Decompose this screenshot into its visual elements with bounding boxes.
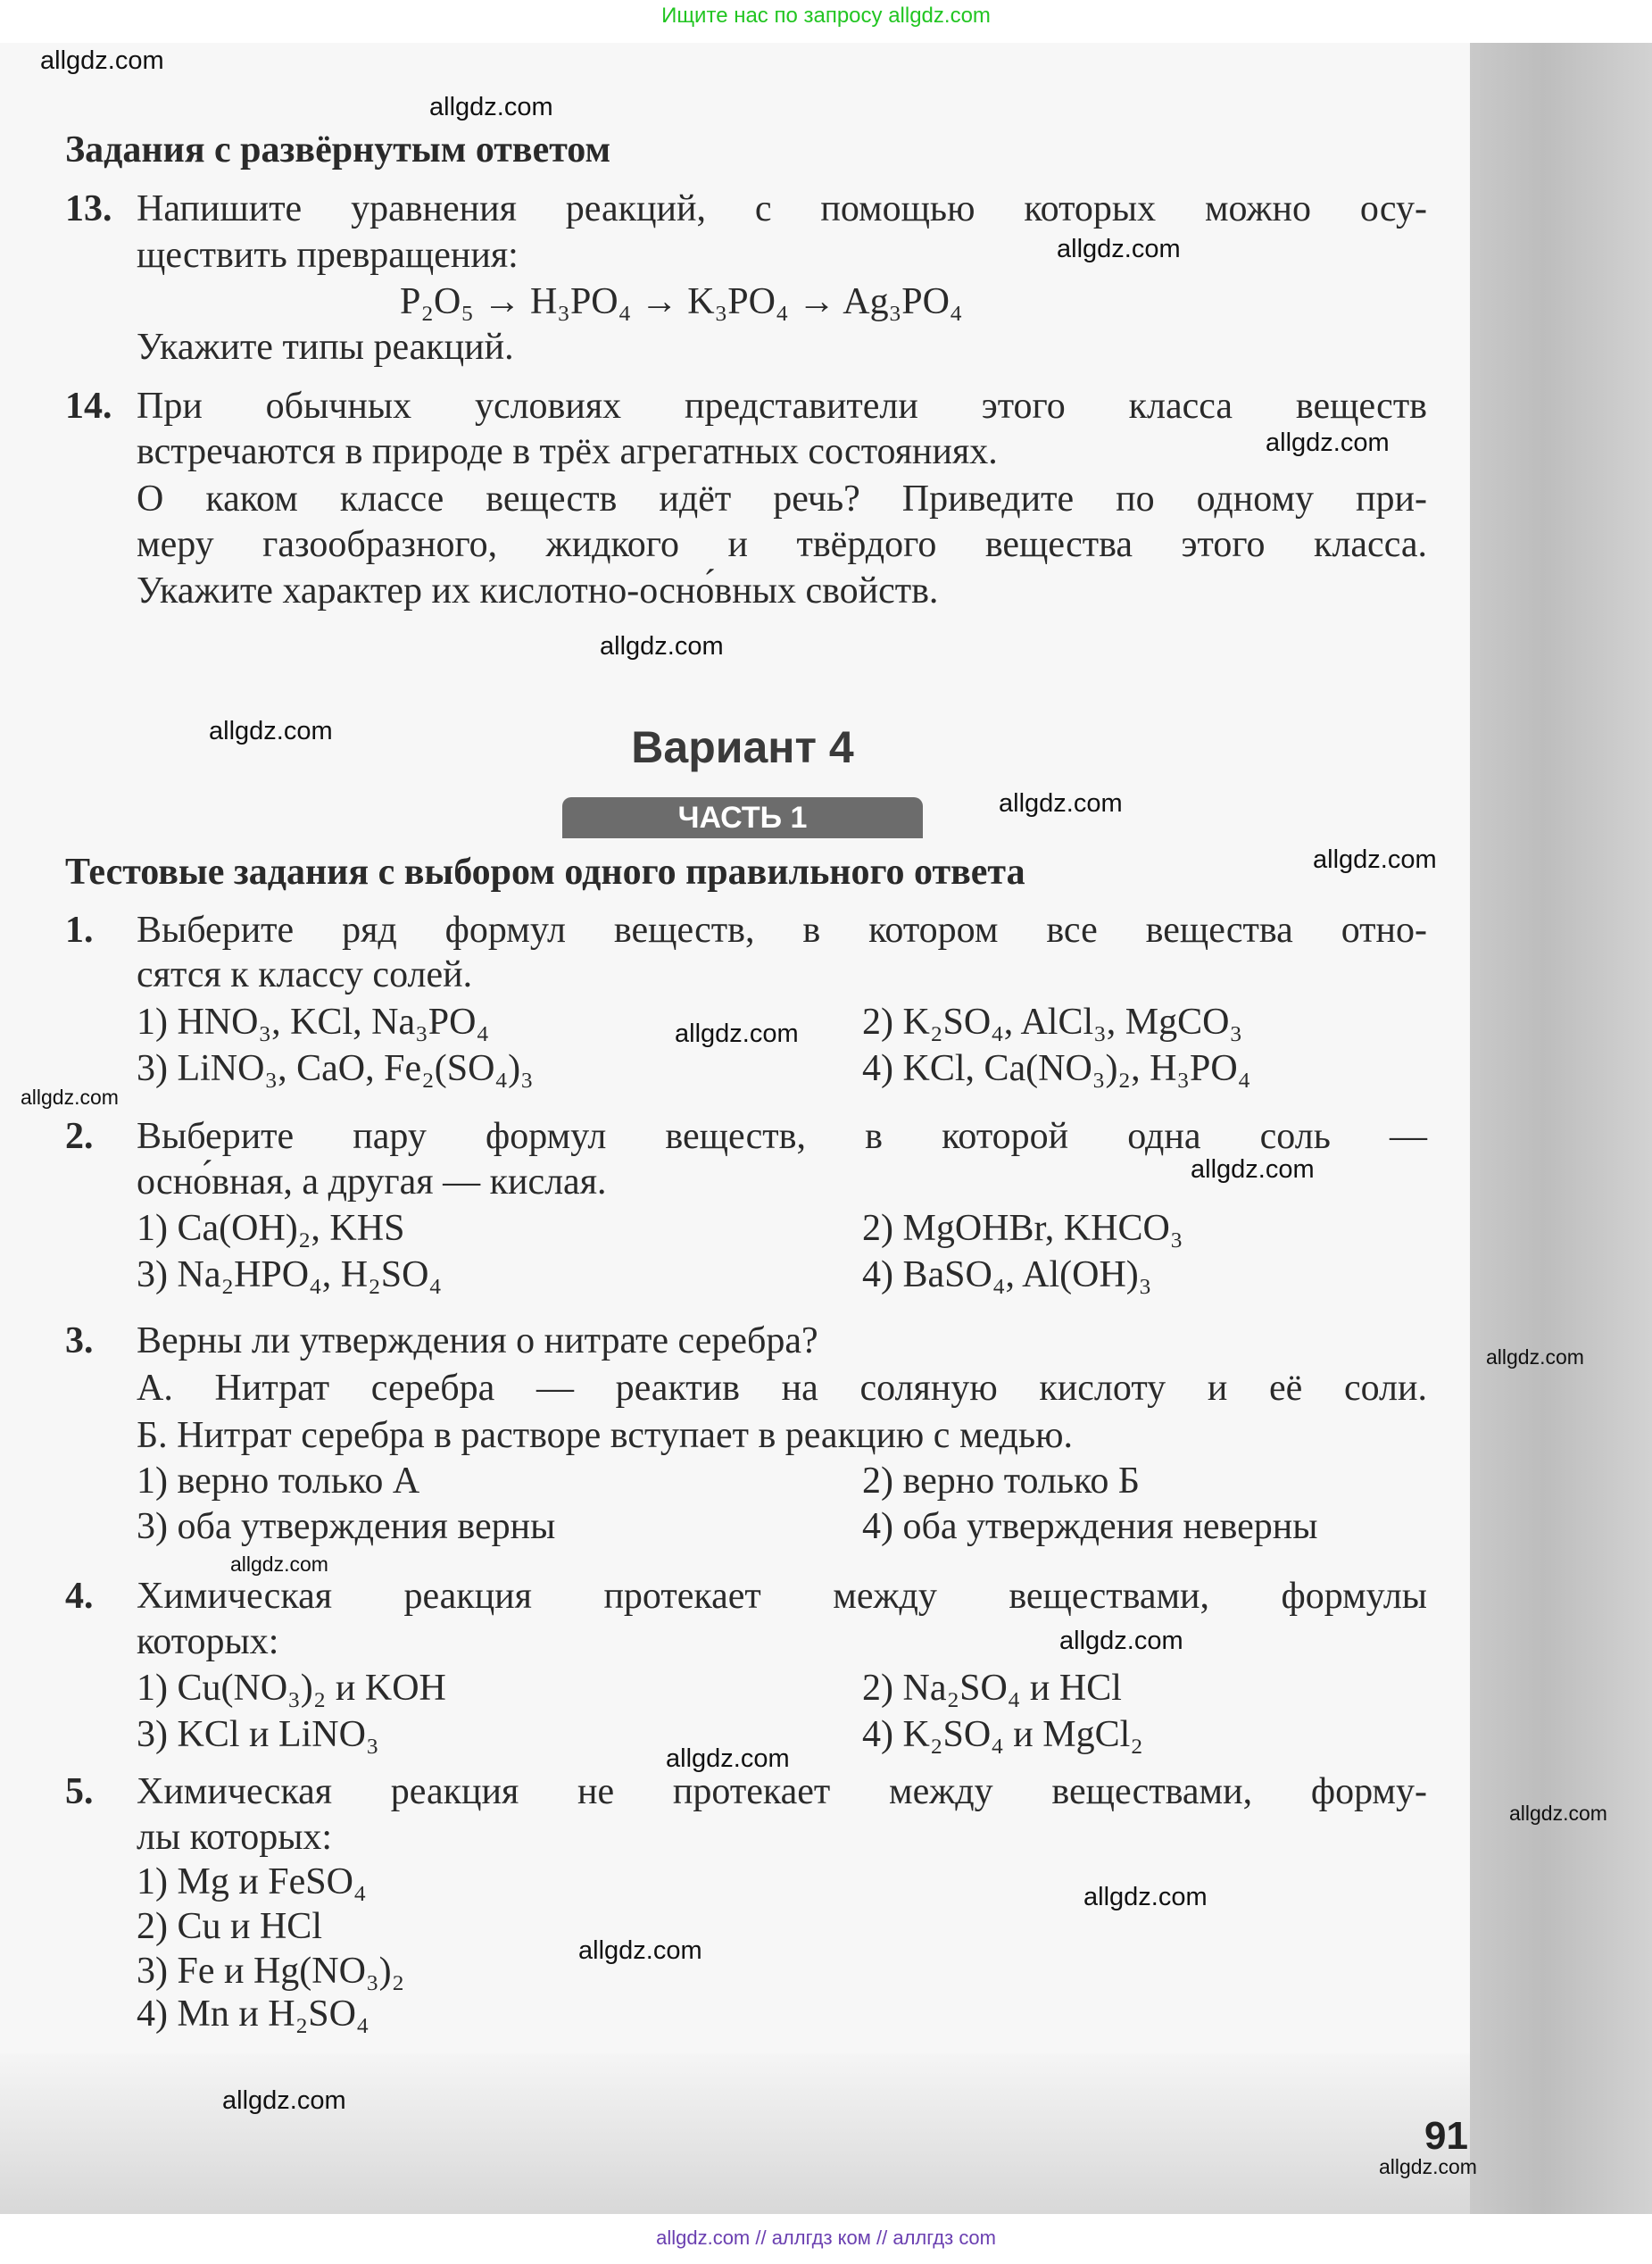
watermark: allgdz.com — [1313, 845, 1437, 874]
question-text: которых: — [137, 1621, 279, 1662]
watermark: allgdz.com — [1266, 429, 1390, 457]
watermark: allgdz.com — [21, 1086, 119, 1109]
statement-a: А. Нитрат серебра — реактив на соляную кислоту и её соли. — [137, 1368, 1427, 1409]
watermark: allgdz.com — [1486, 1345, 1584, 1369]
page-number: 91 — [1424, 2114, 1468, 2158]
watermark: allgdz.com — [1059, 1627, 1183, 1655]
question-text: сятся к классу солей. — [137, 954, 473, 995]
question-text: Выберите ряд формул веществ, в котором все вещества отно- — [137, 910, 1427, 951]
watermark: allgdz.com — [230, 1552, 328, 1576]
question-number: 2. — [65, 1116, 94, 1157]
answer-option: 1) верно только А — [137, 1461, 420, 1502]
watermark: allgdz.com — [1191, 1155, 1315, 1184]
answer-option: 2) Cu и HCl — [137, 1906, 322, 1947]
question-number: 1. — [65, 910, 94, 951]
statement-b: Б. Нитрат серебра в растворе вступает в реакцию с медью. — [137, 1415, 1074, 1456]
question-text: Химическая реакция не протекает между веществами, форму- — [137, 1771, 1427, 1812]
page-shadow — [0, 2053, 1470, 2214]
question-text: Химическая реакция протекает между веществами, формулы — [137, 1576, 1427, 1617]
watermark: allgdz.com — [666, 1744, 790, 1773]
answer-option: 1) Cu(NO₃)₂ и KOH — [137, 1668, 446, 1709]
answer-option: 3) LiNO₃, CaO, Fe₂(SO₄)₃ — [137, 1048, 534, 1089]
watermark: allgdz.com — [600, 632, 724, 661]
watermark: allgdz.com — [1509, 1802, 1607, 1825]
watermark: allgdz.com — [222, 2086, 346, 2115]
page-edge — [1470, 43, 1652, 2214]
question-number: 5. — [65, 1771, 94, 1812]
answer-option: 2) Na₂SO₄ и HCl — [862, 1668, 1122, 1709]
watermark: allgdz.com — [429, 93, 553, 121]
footer-links[interactable]: allgdz.com // аллгдз ком // аллгдз com — [656, 2227, 996, 2249]
section-heading: Тестовые задания с выбором одного правильного ответа — [65, 852, 1025, 893]
question-number: 4. — [65, 1576, 94, 1617]
section-heading: Задания с развёрнутым ответом — [65, 129, 611, 171]
question-text: Укажите типы реакций. — [137, 327, 514, 368]
question-number: 3. — [65, 1320, 94, 1361]
question-text: Напишите уравнения реакций, с помощью которых можно осу- — [137, 188, 1427, 229]
question-text: Верны ли утверждения о нитрате серебра? — [137, 1320, 818, 1361]
watermark: allgdz.com — [999, 789, 1123, 818]
reaction-chain: P₂O₅ → H₃PO₄ → K₃PO₄ → Ag₃PO₄ — [400, 281, 963, 322]
watermark: allgdz.com — [1379, 2155, 1477, 2178]
question-number: 13. — [65, 188, 112, 229]
answer-option: 1) Mg и FeSO₄ — [137, 1861, 367, 1902]
question-text: При обычных условиях представители этого класса веществ — [137, 386, 1427, 427]
variant-title: Вариант 4 — [631, 722, 854, 772]
answer-option: 3) KCl и LiNO₃ — [137, 1714, 379, 1755]
answer-option: 2) верно только Б — [862, 1461, 1140, 1502]
question-text: встречаются в природе в трёх агрегатных состояниях. — [137, 431, 998, 472]
part-label: ЧАСТЬ 1 — [562, 797, 923, 838]
watermark: allgdz.com — [578, 1936, 702, 1965]
answer-option: 4) оба утверждения неверны — [862, 1506, 1318, 1547]
answer-option: 2) K₂SO₄, AlCl₃, MgCO₃ — [862, 1002, 1243, 1043]
answer-option: 3) Fe и Hg(NO₃)₂ — [137, 1951, 405, 1992]
question-text: меру газообразного, жидкого и твёрдого вещества этого класса. — [137, 524, 1427, 565]
question-text: осно́вная, а другая — кислая. — [137, 1161, 607, 1203]
question-text: ществить превращения: — [137, 235, 519, 276]
answer-option: 3) Na₂HPO₄, H₂SO₄ — [137, 1254, 443, 1295]
question-text: Укажите характер их кислотно-осно́вных свойств. — [137, 570, 939, 612]
answer-option: 1) HNO₃, KCl, Na₃PO₄ — [137, 1002, 490, 1043]
watermark: allgdz.com — [209, 717, 333, 745]
watermark: allgdz.com — [1083, 1883, 1208, 1911]
answer-option: 1) Ca(OH)₂, KHS — [137, 1208, 405, 1249]
answer-option: 3) оба утверждения верны — [137, 1506, 556, 1547]
answer-option: 4) Mn и H₂SO₄ — [137, 1993, 369, 2035]
question-number: 14. — [65, 386, 112, 427]
answer-option: 2) MgOHBr, KHCO₃ — [862, 1208, 1183, 1249]
answer-option: 4) BaSO₄, Al(OH)₃ — [862, 1254, 1152, 1295]
watermark: allgdz.com — [1057, 235, 1181, 263]
question-text: Выберите пару формул веществ, в которой одна соль — — [137, 1116, 1427, 1157]
watermark: allgdz.com — [675, 1020, 799, 1048]
question-text: лы которых: — [137, 1817, 333, 1858]
search-banner[interactable]: Ищите нас по запросу allgdz.com — [661, 4, 991, 28]
watermark: allgdz.com — [40, 46, 164, 75]
answer-option: 4) KCl, Ca(NO₃)₂, H₃PO₄ — [862, 1048, 1251, 1089]
question-text: О каком классе веществ идёт речь? Приведите по одному при- — [137, 479, 1427, 520]
answer-option: 4) K₂SO₄ и MgCl₂ — [862, 1714, 1143, 1755]
